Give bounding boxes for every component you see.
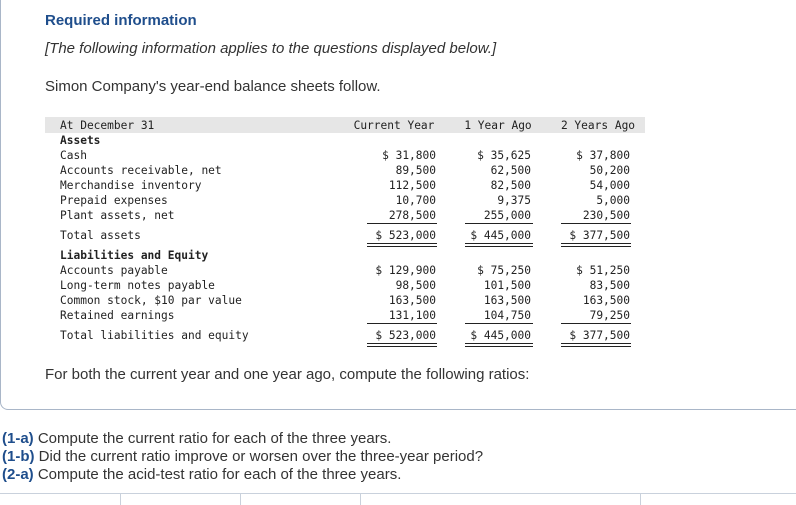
tab-divider: [360, 494, 361, 505]
subtotal-rule: [465, 223, 533, 224]
row-label: Long-term notes payable: [60, 279, 215, 292]
value-two-years-ago: 163,500: [582, 294, 630, 307]
value-one-year-ago: 82,500: [490, 179, 531, 192]
question-part: [2, 466, 483, 484]
value-two-years-ago: $ 51,250: [576, 264, 630, 277]
subtotal-rule: [561, 223, 631, 224]
value-two-years-ago: 79,250: [589, 309, 630, 322]
value-current: 89,500: [395, 164, 436, 177]
row-label: Common stock, $10 par value: [60, 294, 242, 307]
total-liabilities-one-year-ago: $ 445,000: [470, 329, 531, 342]
total-liabilities-two-years-ago: $ 377,500: [569, 329, 630, 342]
question-parts-list: [2, 430, 483, 484]
row-label: Accounts receivable, net: [60, 164, 222, 177]
value-one-year-ago: 163,500: [483, 294, 531, 307]
subtotal-rule: [367, 223, 437, 224]
total-liabilities-label: Total liabilities and equity: [60, 329, 249, 342]
tab-divider: [240, 494, 241, 505]
total-assets-label: Total assets: [60, 229, 141, 242]
value-two-years-ago: 5,000: [596, 194, 630, 207]
instructions-text: For both the current year and one year ago, compute the following ratios:: [45, 366, 530, 383]
answer-tab-bar: [0, 493, 796, 504]
value-current: $ 31,800: [382, 149, 436, 162]
row-label: Plant assets, net: [60, 209, 175, 222]
subtotal-rule: [465, 323, 533, 324]
question-part: [2, 448, 483, 466]
row-label: Prepaid expenses: [60, 194, 168, 207]
value-current: 131,100: [388, 309, 436, 322]
required-information-title: Required information: [45, 12, 197, 29]
header-current-year: Current Year: [353, 119, 435, 132]
part-code: (2-a): [2, 466, 34, 483]
total-liabilities-current: $ 523,000: [375, 329, 436, 342]
value-two-years-ago: 230,500: [582, 209, 630, 222]
part-text: Compute the current ratio for each of the three years.: [37, 430, 392, 447]
value-one-year-ago: 9,375: [497, 194, 531, 207]
total-double-rule: [561, 343, 631, 347]
row-label: Accounts payable: [60, 264, 168, 277]
part-code: (1-b): [2, 448, 35, 465]
value-one-year-ago: 255,000: [483, 209, 531, 222]
subtotal-rule: [561, 323, 631, 324]
value-two-years-ago: 83,500: [589, 279, 630, 292]
total-assets-current: $ 523,000: [375, 229, 436, 242]
part-text: Did the current ratio improve or worsen over the three-year period?: [38, 448, 484, 465]
value-one-year-ago: 62,500: [490, 164, 531, 177]
value-one-year-ago: 104,750: [483, 309, 531, 322]
tab-divider: [640, 494, 641, 505]
value-current: $ 129,900: [375, 264, 436, 277]
tab-divider: [120, 494, 121, 505]
row-label: Retained earnings: [60, 309, 175, 322]
header-date-label: At December 31: [60, 119, 155, 132]
value-one-year-ago: $ 35,625: [477, 149, 531, 162]
value-one-year-ago: $ 75,250: [477, 264, 531, 277]
value-two-years-ago: 50,200: [589, 164, 630, 177]
part-text: Compute the acid-test ratio for each of the three years.: [37, 466, 402, 483]
row-label: Merchandise inventory: [60, 179, 202, 192]
intro-text: Simon Company's year-end balance sheets follow.: [45, 78, 381, 95]
value-two-years-ago: 54,000: [589, 179, 630, 192]
total-double-rule: [367, 243, 437, 247]
value-current: 163,500: [388, 294, 436, 307]
total-double-rule: [367, 343, 437, 347]
row-label: Cash: [60, 149, 87, 162]
total-double-rule: [465, 343, 533, 347]
assets-heading: Assets: [60, 134, 101, 147]
value-current: 10,700: [395, 194, 436, 207]
required-information-subtitle: [The following information applies to the questions displayed below.]: [45, 40, 497, 57]
value-current: 112,500: [388, 179, 436, 192]
total-assets-two-years-ago: $ 377,500: [569, 229, 630, 242]
value-current: 98,500: [395, 279, 436, 292]
subtotal-rule: [367, 323, 437, 324]
total-double-rule: [561, 243, 631, 247]
total-assets-one-year-ago: $ 445,000: [470, 229, 531, 242]
part-code: (1-a): [2, 430, 34, 447]
header-one-year-ago: 1 Year Ago: [464, 119, 532, 132]
header-two-years-ago: 2 Years Ago: [560, 119, 636, 132]
value-current: 278,500: [388, 209, 436, 222]
value-one-year-ago: 101,500: [483, 279, 531, 292]
liabilities-heading: Liabilities and Equity: [60, 249, 209, 262]
value-two-years-ago: $ 37,800: [576, 149, 630, 162]
question-part: [2, 430, 483, 448]
total-double-rule: [465, 243, 533, 247]
